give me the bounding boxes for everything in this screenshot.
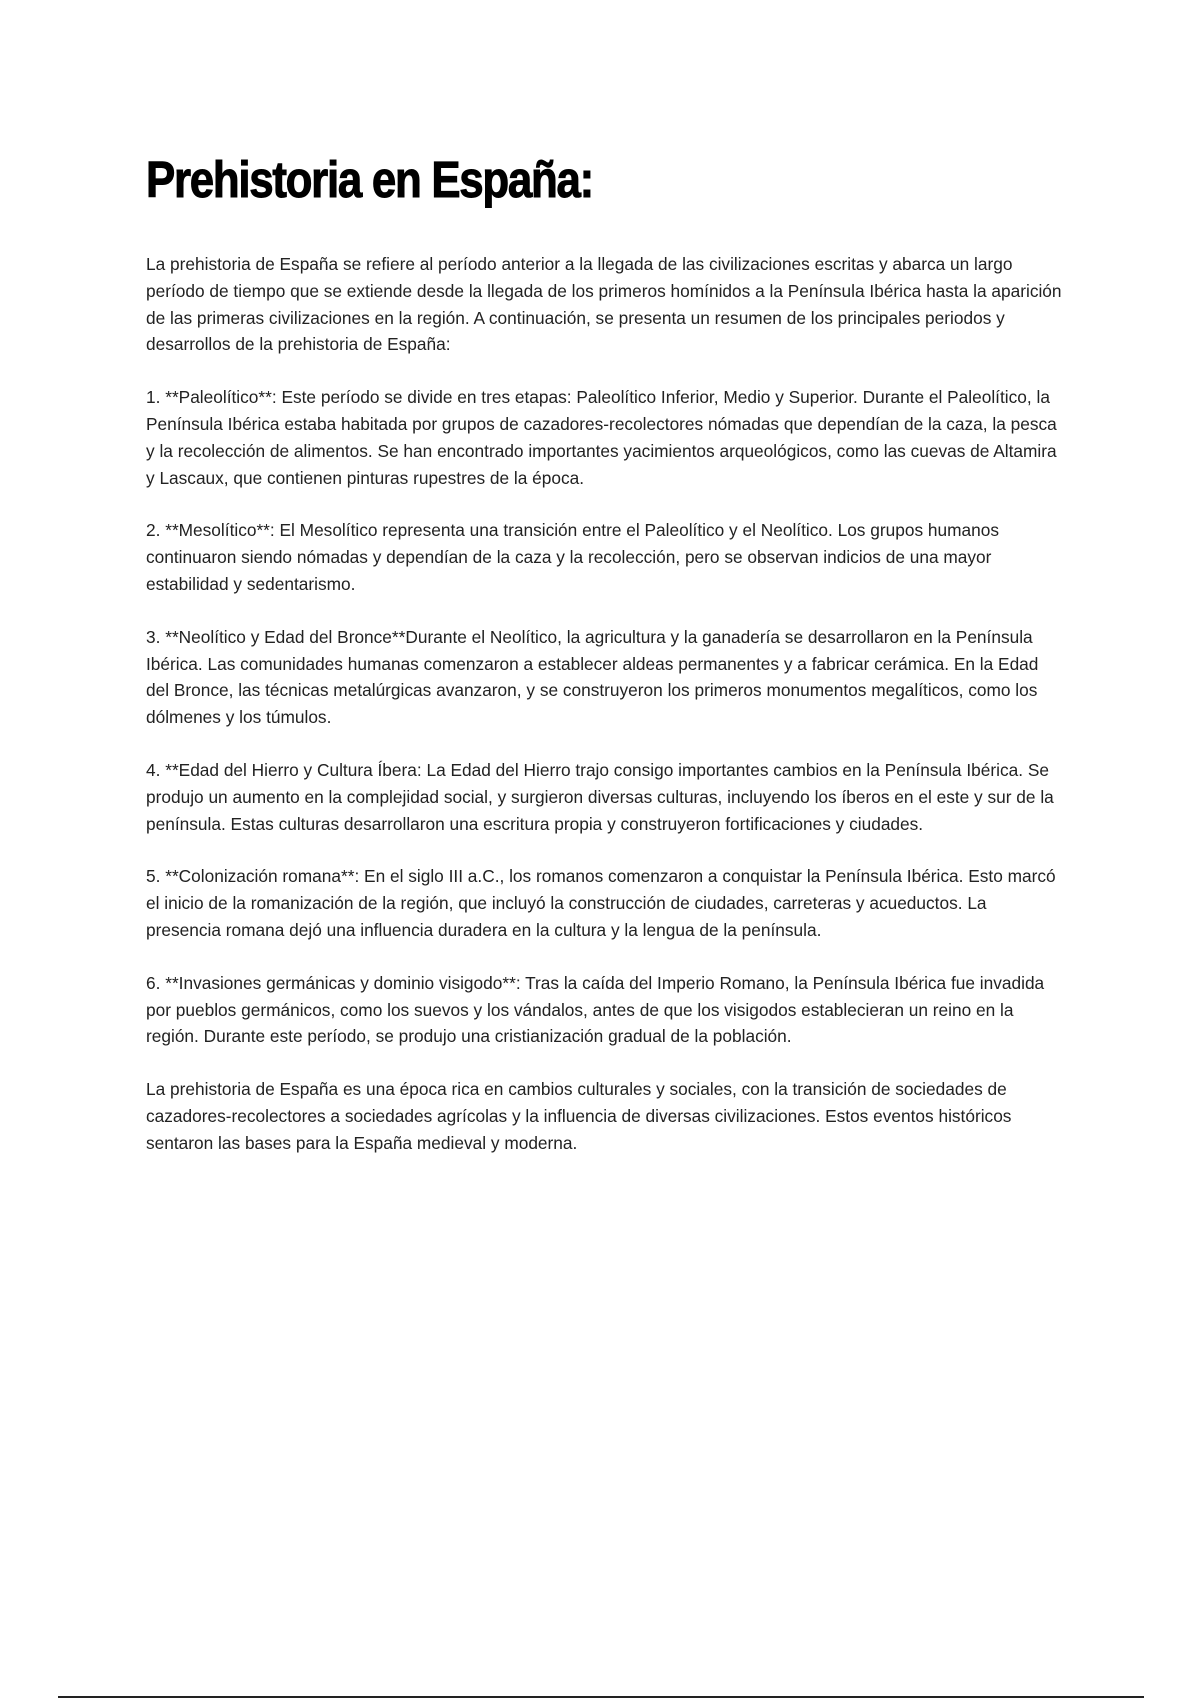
document-body [146, 251, 1066, 1183]
section-mesolitico: 2. **Mesolítico**: El Mesolítico representa una transición entre el Paleolítico y el Neolítico. Los grupos humanos continuaron siendo nómadas y dependían de la caza y la recolección, pero se observan indicios de una mayor estabilidad y sedentarismo. [146, 520, 999, 594]
section-hierro-ibera: 4. **Edad del Hierro y Cultura Íbera: La Edad del Hierro trajo consigo importantes cambios en la Península Ibérica. Se produjo un aumento en la complejidad social, y surgieron diversas culturas, incluyendo los íberos en el este y sur de la península. Estas culturas desarrollaron una escritura propia y construyeron fortificaciones y ciudades. [146, 759, 1054, 834]
section-invasiones-germanicas: 6. **Invasiones germánicas y dominio visigodo**: Tras la caída del Imperio Romano, la Península Ibérica fue invadida por pueblos germánicos, como los suevos y los vándalos, antes de que los visigodos establecieran un reino en la región. Durante este período, se produjo una cristianización gradual de la población. [146, 972, 1045, 1047]
conclusion-paragraph: La prehistoria de España es una época rica en cambios culturales y sociales, con la transición de sociedades de cazadores-recolectores a sociedades agrícolas y la influencia de diversas civilizaciones. Estos eventos históricos sentaron las bases para la España medieval y moderna. [146, 1079, 1012, 1153]
section-colonizacion-romana: 5. **Colonización romana**: En el siglo III a.C., los romanos comenzaron a conquistar la Península Ibérica. Esto marcó el inicio de la romanización de la región, que incluyó la construcción de ciudades, carreteras y acueductos. La presencia romana dejó una influencia duradera en la cultura y la lengua de la península. [146, 866, 1056, 940]
section-neolitico-bronce: 3. **Neolítico y Edad del Bronce**Durante el Neolítico, la agricultura y la ganadería se desarrollaron en la Península Ibérica. Las comunidades humanas comenzaron a establecer aldeas permanentes y a fabricar cerámica. En la Edad del Bronce, las técnicas metalúrgicas avanzaron, y se construyeron los primeros monumentos megalíticos, como los dólmenes y los túmulos. [146, 626, 1039, 728]
page-title: Prehistoria en España: [146, 151, 593, 208]
intro-paragraph: La prehistoria de España se refiere al período anterior a la llegada de las civilizaciones escritas y abarca un largo período de tiempo que se extiende desde la llegada de los primeros homínidos a la Península Ibérica hasta la aparición de las primeras civilizaciones en la región. A continuación, se presenta un resumen de los principales periodos y desarrollos de la prehistoria de España: [146, 254, 1062, 355]
section-paleolitico: 1. **Paleolítico**: Este período se divide en tres etapas: Paleolítico Inferior, Medio y Superior. Durante el Paleolítico, la Península Ibérica estaba habitada por grupos de cazadores-recolectores nómadas que dependían de la caza, la pesca y la recolección de alimentos. Se han encontrado importantes yacimientos arqueológicos, como las cuevas de Altamira y Lascaux, que contienen pinturas rupestres de la época. [146, 387, 1057, 488]
bottom-divider [58, 1696, 1144, 1698]
